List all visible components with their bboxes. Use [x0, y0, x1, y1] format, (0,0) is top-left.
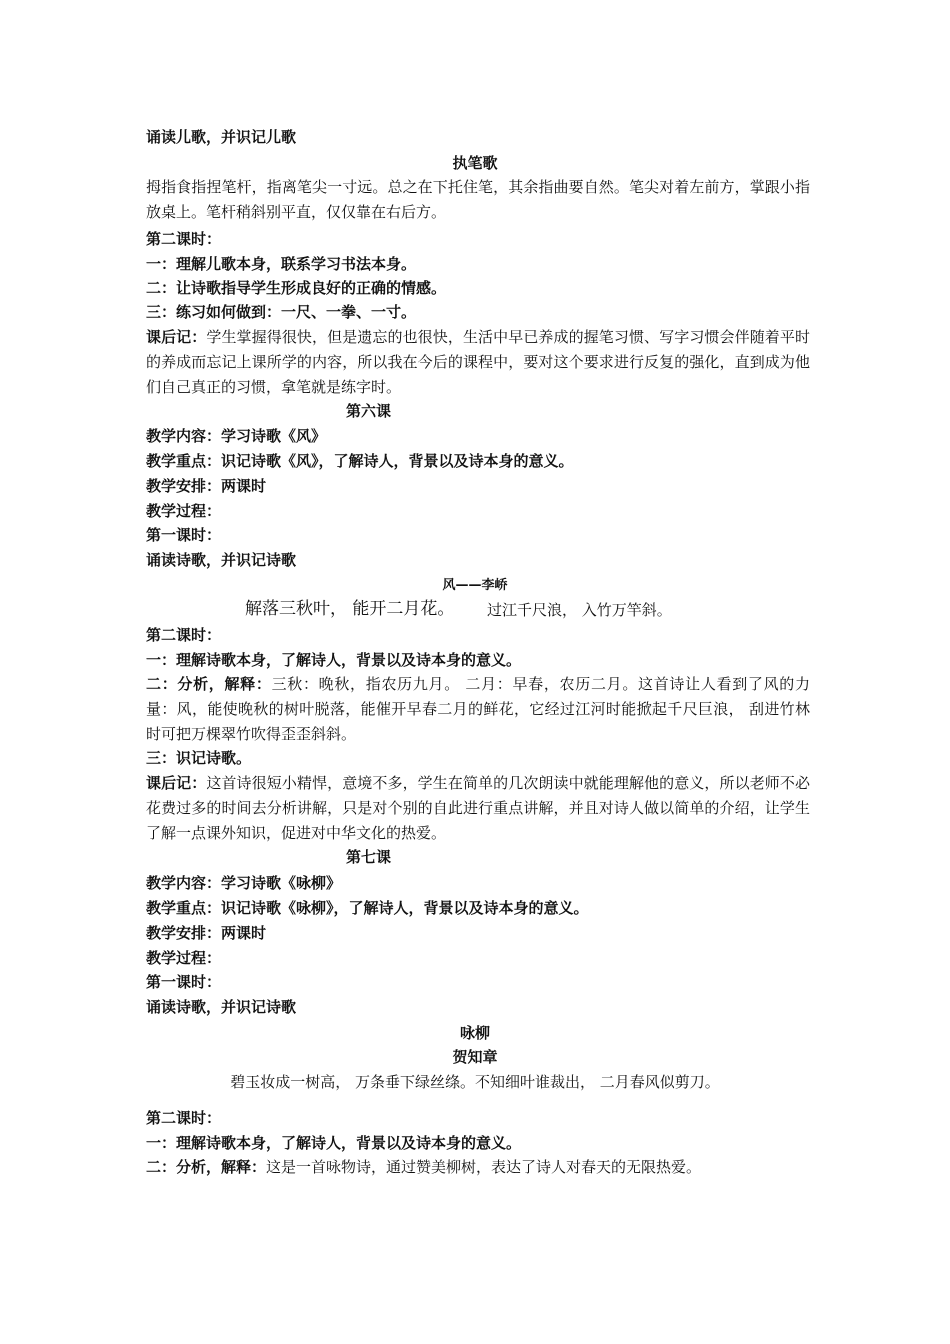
poem-text-zhibige: 拇指食指捏笔杆，指离笔尖一寸远。总之在下托住笔，其余指曲要自然。笔尖对着左前方，掌跟小指放桌上。笔杆稍斜别平直，仅仅靠在右后方。	[146, 178, 810, 221]
instruction-line: 诵读儿歌，并识记儿歌	[146, 128, 297, 146]
poem-title-yongliu: 咏柳	[459, 1024, 490, 1042]
analysis-label: 二：分析，解释：	[146, 675, 272, 693]
lesson-period-heading: 第二课时：	[146, 230, 222, 248]
poem-line: 解落三秋叶， 能开二月花。	[245, 599, 455, 619]
analysis-text: 三秋：晚秋，指农历九月。 二月：早春，农历二月。这首诗让人看到了风的力量：风，能使晚秋的树叶脱落，能催开早春二月的鲜花，它经过江河时能掀起千尺巨浪， 刮进竹林时可把万棵翠竹吹得歪歪斜斜。	[146, 675, 810, 743]
lesson-period-heading: 第二课时：	[146, 626, 222, 644]
objective-item: 三：练习如何做到：一尺、一拳、一寸。	[146, 303, 417, 321]
instruction-line: 诵读诗歌，并识记诗歌	[146, 998, 297, 1016]
teaching-arrangement: 教学安排：两课时	[146, 477, 267, 495]
teaching-process: 教学过程：	[146, 949, 222, 967]
after-class-note	[146, 771, 810, 846]
poem-title-feng: 风——李峤	[442, 578, 508, 593]
note-text: 学生掌握得很快，但是遗忘的也很快，生活中早已养成的握笔习惯、写字习惯会伴随着平时的养成而忘记上课所学的内容，所以我在今后的课程中，要对这个要求进行反复的强化，直到成为他们自己真正的习惯，拿笔就是练字时。	[146, 328, 810, 396]
analysis-paragraph	[146, 672, 810, 747]
objective-item: 二：让诗歌指导学生形成良好的正确的情感。	[146, 279, 447, 297]
analysis-paragraph	[146, 1155, 701, 1179]
lesson-period-heading: 第二课时：	[146, 1109, 222, 1127]
instruction-line: 诵读诗歌，并识记诗歌	[146, 551, 297, 569]
teaching-arrangement: 教学安排：两课时	[146, 924, 267, 942]
lesson-period-heading: 第一课时：	[146, 973, 222, 991]
analysis-text: 这是一首咏物诗，通过赞美柳树，表达了诗人对春天的无限热爱。	[266, 1158, 702, 1176]
after-class-note	[146, 325, 810, 400]
poem-line: 过江千尺浪， 入竹万竿斜。	[487, 601, 672, 619]
analysis-label: 二：分析，解释：	[146, 1158, 267, 1176]
objective-item: 一：理解儿歌本身，联系学习书法本身。	[146, 255, 417, 273]
lesson-heading-7: 第七课	[346, 848, 392, 866]
objective-item: 一：理解诗歌本身，了解诗人，背景以及诗本身的意义。	[146, 1134, 522, 1152]
teaching-focus: 教学重点：识记诗歌《咏柳》，了解诗人，背景以及诗本身的意义。	[146, 899, 589, 917]
lesson-heading-6: 第六课	[346, 402, 392, 420]
lesson-period-heading: 第一课时：	[146, 526, 222, 544]
note-label: 课后记：	[146, 774, 207, 792]
poem-title-zhibige: 执笔歌	[452, 154, 498, 172]
poem-author: 贺知章	[452, 1048, 498, 1066]
objective-item: 一：理解诗歌本身，了解诗人，背景以及诗本身的意义。	[146, 651, 522, 669]
objective-item: 三：识记诗歌。	[146, 749, 252, 767]
note-text: 这首诗很短小精悍，意境不多，学生在简单的几次朗读中就能理解他的意义，所以老师不必花费过多的时间去分析讲解，只是对个别的自此进行重点讲解，并且对诗人做以简单的介绍，让学生了解一点课外知识，促进对中华文化的热爱。	[146, 774, 810, 842]
note-label: 课后记：	[146, 328, 207, 346]
teaching-content: 教学内容：学习诗歌《风》	[146, 427, 327, 445]
teaching-process: 教学过程：	[146, 502, 222, 520]
poem-text-yongliu: 碧玉妆成一树高， 万条垂下绿丝绦。不知细叶谁裁出， 二月春风似剪刀。	[230, 1073, 720, 1091]
teaching-content: 教学内容：学习诗歌《咏柳》	[146, 874, 342, 892]
teaching-focus: 教学重点：识记诗歌《风》，了解诗人，背景以及诗本身的意义。	[146, 452, 574, 470]
